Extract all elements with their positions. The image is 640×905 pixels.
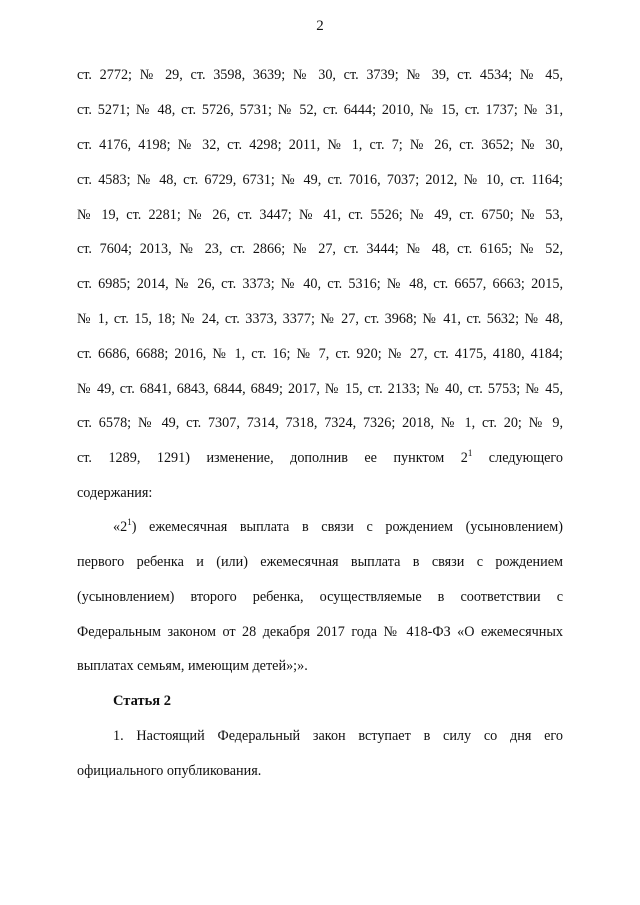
text-line: ст. 6985; 2014, № 26, ст. 3373; № 40, ст. 5316; № 48, ст. 6657, 6663; 2015, bbox=[77, 276, 563, 292]
text-line: № 1, ст. 15, 18; № 24, ст. 3373, 3377; № 27, ст. 3968; № 41, ст. 5632; № 48, bbox=[77, 311, 563, 327]
superscript: 1 bbox=[467, 448, 473, 458]
superscript: 1 bbox=[127, 517, 132, 527]
text-line: ст. 4583; № 48, ст. 6729, 6731; № 49, ст. 7016, 7037; 2012, № 10, ст. 1164; bbox=[77, 172, 563, 188]
amendment-text: ст. 1289, 1291) изменение, дополнив ее пунктом 2 bbox=[77, 450, 468, 466]
quote-text: ) ежемесячная выплата в связи с рождением (усыновлением) bbox=[131, 519, 563, 535]
text-line: содержания: bbox=[77, 485, 153, 501]
article-paragraph: официального опубликования. bbox=[77, 763, 262, 779]
text-line: ст. 2772; № 29, ст. 3598, 3639; № 30, ст. 3739; № 39, ст. 4534; № 45, bbox=[77, 67, 563, 83]
amendment-text-end: следующего bbox=[472, 450, 563, 466]
article-paragraph: 1. Настоящий Федеральный закон вступает в силу со дня его bbox=[113, 728, 563, 744]
text-line: № 49, ст. 6841, 6843, 6844, 6849; 2017, № 15, ст. 2133; № 40, ст. 5753; № 45, bbox=[77, 381, 563, 397]
quote-open: «2 bbox=[113, 519, 128, 535]
quote-first-line bbox=[113, 517, 563, 537]
quote-line: (усыновлением) второго ребенка, осуществляемые в соответствии с bbox=[77, 589, 563, 605]
quote-line: выплатах семьям, имеющим детей»;». bbox=[77, 658, 308, 674]
amendment-line bbox=[77, 448, 563, 468]
text-line: ст. 4176, 4198; № 32, ст. 4298; 2011, № 1, ст. 7; № 26, ст. 3652; № 30, bbox=[77, 137, 563, 153]
text-line: ст. 7604; 2013, № 23, ст. 2866; № 27, ст. 3444; № 48, ст. 6165; № 52, bbox=[77, 241, 563, 257]
text-line: ст. 6578; № 49, ст. 7307, 7314, 7318, 7324, 7326; 2018, № 1, ст. 20; № 9, bbox=[77, 415, 563, 431]
quote-line: Федеральным законом от 28 декабря 2017 года № 418-ФЗ «О ежемесячных bbox=[77, 624, 563, 640]
page-number: 2 bbox=[316, 18, 324, 34]
text-line: № 19, ст. 2281; № 26, ст. 3447; № 41, ст. 5526; № 49, ст. 6750; № 53, bbox=[77, 207, 563, 223]
article-heading: Статья 2 bbox=[113, 693, 171, 709]
quote-line: первого ребенка и (или) ежемесячная выплата в связи с рождением bbox=[77, 554, 563, 570]
text-line: ст. 6686, 6688; 2016, № 1, ст. 16; № 7, ст. 920; № 27, ст. 4175, 4180, 4184; bbox=[77, 346, 563, 362]
text-line: ст. 5271; № 48, ст. 5726, 5731; № 52, ст. 6444; 2010, № 15, ст. 1737; № 31, bbox=[77, 102, 563, 118]
